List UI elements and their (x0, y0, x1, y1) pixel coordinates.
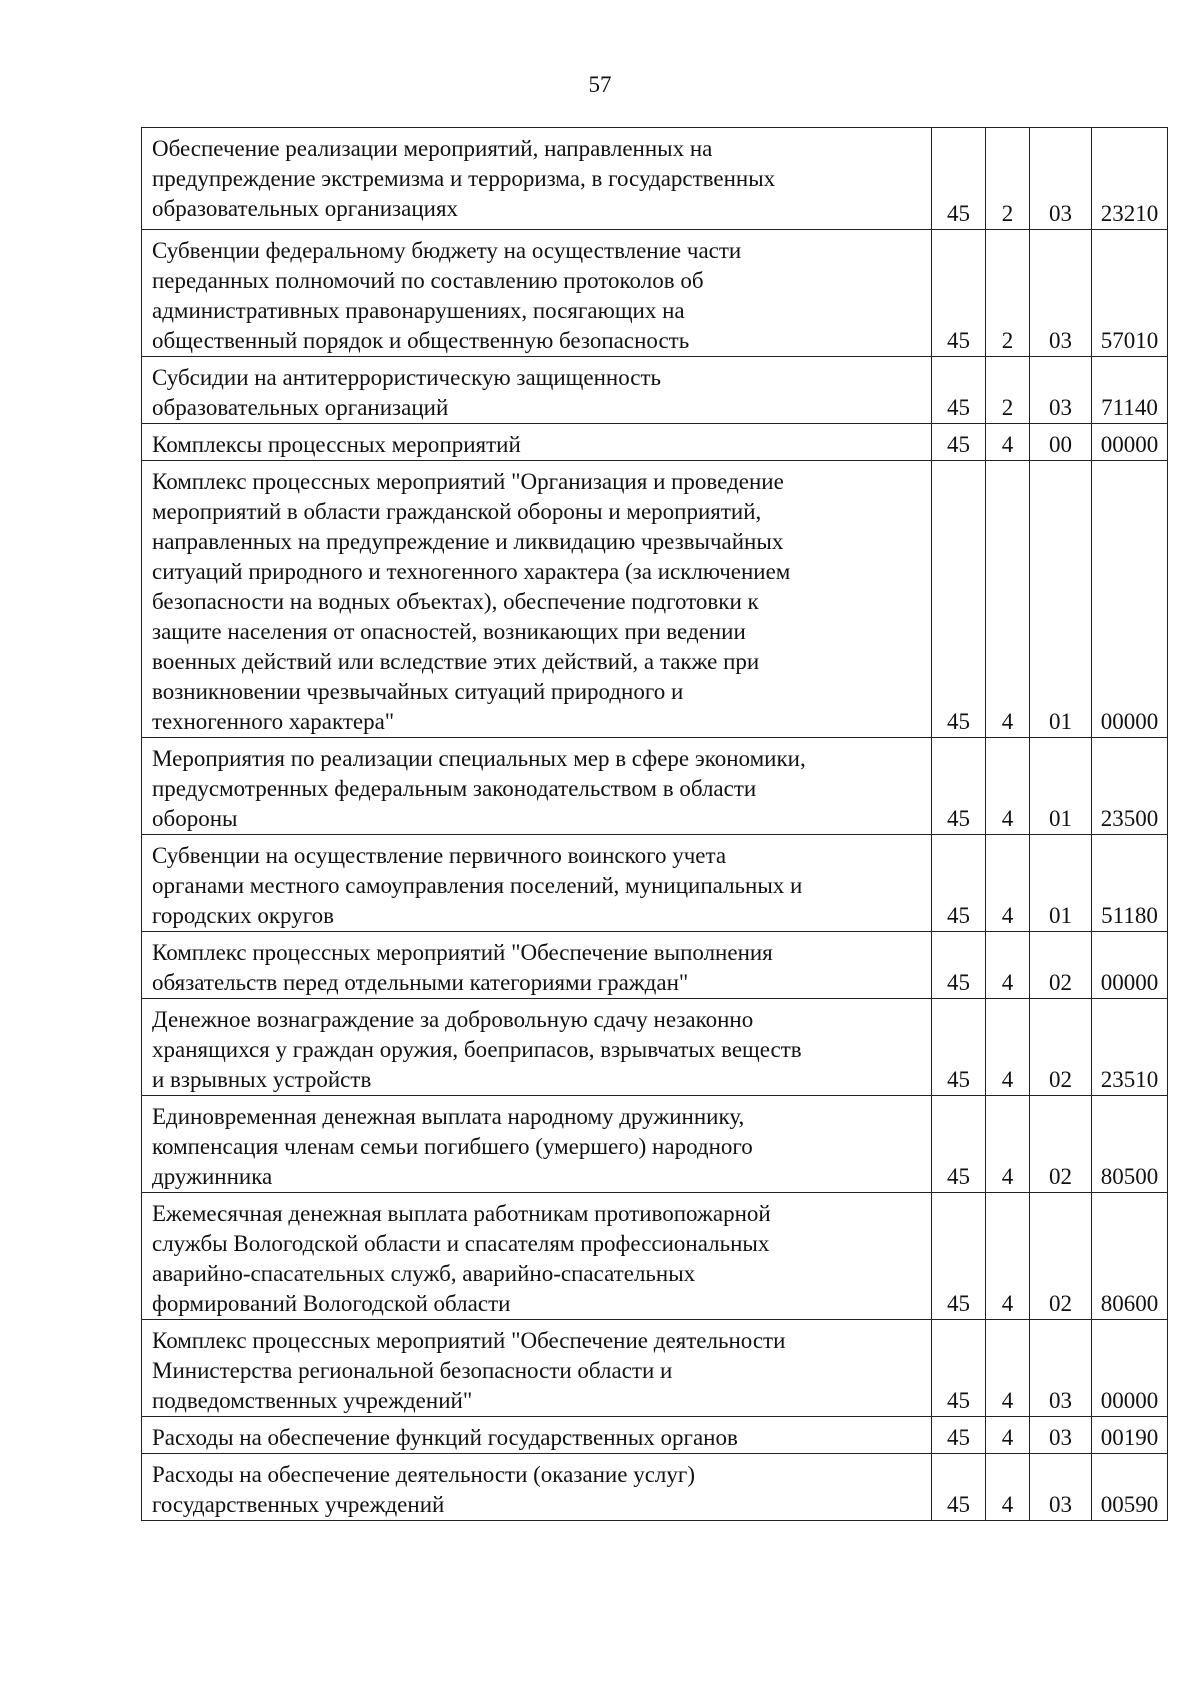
row-description (142, 738, 932, 835)
expense-direction-code: 23210 (1092, 128, 1168, 230)
program-code: 45 (932, 932, 986, 999)
expense-direction-code: 00000 (1092, 461, 1168, 738)
description-line: Единовременная денежная выплата народному дружиннику, (152, 1104, 745, 1129)
table-row (142, 424, 1168, 461)
row-description (142, 1193, 932, 1320)
page-number: 57 (588, 72, 612, 97)
table-row (142, 1320, 1168, 1417)
description-line: направленных на предупреждение и ликвидацию чрезвычайных (152, 529, 784, 554)
subprogram-code: 4 (986, 1096, 1030, 1193)
program-code: 45 (932, 1193, 986, 1320)
event-code: 02 (1030, 1096, 1092, 1193)
table-row (142, 1193, 1168, 1320)
description-line: военных действий или вследствие этих действий, а также при (152, 649, 760, 674)
program-code: 45 (932, 1417, 986, 1454)
description-line: защите населения от опасностей, возникающих при ведении (152, 619, 746, 644)
description-line: службы Вологодской области и спасателям профессиональных (152, 1231, 770, 1256)
description-line: Комплекс процессных мероприятий "Обеспечение выполнения (152, 940, 773, 965)
program-code: 45 (932, 128, 986, 230)
event-code: 03 (1030, 128, 1092, 230)
subprogram-code: 2 (986, 230, 1030, 357)
program-code: 45 (932, 1454, 986, 1521)
description-line: государственных учреждений (152, 1492, 445, 1517)
subprogram-code: 2 (986, 357, 1030, 424)
table-row (142, 835, 1168, 932)
description-line: Комплексы процессных мероприятий (152, 432, 521, 457)
description-line: общественный порядок и общественную безопасность (152, 328, 690, 353)
description-line: безопасности на водных объектах), обеспечение подготовки к (152, 589, 759, 614)
description-line: подведомственных учреждений" (152, 1388, 473, 1413)
row-description (142, 999, 932, 1096)
description-line: Обеспечение реализации мероприятий, направленных на (152, 136, 713, 161)
table-body (142, 128, 1168, 1521)
expense-direction-code: 71140 (1092, 357, 1168, 424)
event-code: 01 (1030, 738, 1092, 835)
subprogram-code: 4 (986, 424, 1030, 461)
table-row (142, 1417, 1168, 1454)
description-line: обороны (152, 806, 238, 831)
description-line: городских округов (152, 903, 334, 928)
expense-direction-code: 00000 (1092, 932, 1168, 999)
expense-direction-code: 23500 (1092, 738, 1168, 835)
description-line: Комплекс процессных мероприятий "Организация и проведение (152, 469, 784, 494)
description-line: мероприятий в области гражданской обороны и мероприятий, (152, 499, 762, 524)
subprogram-code: 4 (986, 999, 1030, 1096)
row-description (142, 1417, 932, 1454)
description-line: формирований Вологодской области (152, 1291, 511, 1316)
description-line: образовательных организациях (152, 196, 459, 221)
description-line: органами местного самоуправления поселений, муниципальных и (152, 873, 803, 898)
expense-direction-code: 80500 (1092, 1096, 1168, 1193)
expense-direction-code: 00000 (1092, 424, 1168, 461)
row-description (142, 932, 932, 999)
subprogram-code: 4 (986, 932, 1030, 999)
description-line: Комплекс процессных мероприятий "Обеспечение деятельности (152, 1328, 786, 1353)
expense-direction-code: 00590 (1092, 1454, 1168, 1521)
subprogram-code: 4 (986, 461, 1030, 738)
program-code: 45 (932, 1096, 986, 1193)
description-line: Ежемесячная денежная выплата работникам противопожарной (152, 1201, 771, 1226)
event-code: 02 (1030, 999, 1092, 1096)
description-line: ситуаций природного и техногенного характера (за исключением (152, 559, 791, 584)
event-code: 03 (1030, 230, 1092, 357)
program-code: 45 (932, 424, 986, 461)
subprogram-code: 4 (986, 738, 1030, 835)
expense-direction-code: 57010 (1092, 230, 1168, 357)
row-description (142, 357, 932, 424)
row-description (142, 1096, 932, 1193)
subprogram-code: 4 (986, 835, 1030, 932)
table-row (142, 357, 1168, 424)
row-description (142, 424, 932, 461)
event-code: 02 (1030, 1193, 1092, 1320)
table-row (142, 128, 1168, 230)
table-row (142, 738, 1168, 835)
table-row (142, 1096, 1168, 1193)
program-code: 45 (932, 230, 986, 357)
event-code: 01 (1030, 461, 1092, 738)
expense-direction-code: 00000 (1092, 1320, 1168, 1417)
event-code: 03 (1030, 1320, 1092, 1417)
table-row (142, 999, 1168, 1096)
program-code: 45 (932, 999, 986, 1096)
row-description (142, 128, 932, 230)
subprogram-code: 4 (986, 1454, 1030, 1521)
description-line: предупреждение экстремизма и терроризма, в государственных (152, 166, 776, 191)
description-line: аварийно-спасательных служб, аварийно-спасательных (152, 1261, 696, 1286)
table-row (142, 932, 1168, 999)
description-line: Денежное вознаграждение за добровольную сдачу незаконно (152, 1007, 754, 1032)
expense-direction-code: 00190 (1092, 1417, 1168, 1454)
table-row (142, 461, 1168, 738)
program-code: 45 (932, 835, 986, 932)
description-line: Расходы на обеспечение функций государственных органов (152, 1425, 738, 1450)
description-line: Субсидии на антитеррористическую защищенность (152, 365, 662, 390)
row-description (142, 1454, 932, 1521)
program-code: 45 (932, 738, 986, 835)
expense-direction-code: 51180 (1092, 835, 1168, 932)
subprogram-code: 2 (986, 128, 1030, 230)
description-line: административных правонарушениях, посягающих на (152, 298, 685, 323)
table-row (142, 1454, 1168, 1521)
event-code: 03 (1030, 357, 1092, 424)
description-line: дружинника (152, 1164, 273, 1189)
description-line: Мероприятия по реализации специальных мер в сфере экономики, (152, 746, 806, 771)
table-row (142, 230, 1168, 357)
description-line: образовательных организаций (152, 395, 449, 420)
description-line: хранящихся у граждан оружия, боеприпасов, взрывчатых веществ (152, 1037, 802, 1062)
subprogram-code: 4 (986, 1193, 1030, 1320)
event-code: 01 (1030, 835, 1092, 932)
row-description (142, 835, 932, 932)
description-line: предусмотренных федеральным законодательством в области (152, 776, 757, 801)
event-code: 03 (1030, 1417, 1092, 1454)
description-line: обязательств перед отдельными категориями граждан" (152, 970, 689, 995)
event-code: 03 (1030, 1454, 1092, 1521)
program-code: 45 (932, 357, 986, 424)
description-line: Субвенции федеральному бюджету на осуществление части (152, 238, 742, 263)
description-line: техногенного характера" (152, 709, 395, 734)
subprogram-code: 4 (986, 1417, 1030, 1454)
program-code: 45 (932, 1320, 986, 1417)
description-line: Расходы на обеспечение деятельности (оказание услуг) (152, 1462, 695, 1487)
description-line: компенсация членам семьи погибшего (умершего) народного (152, 1134, 753, 1159)
description-line: Министерства региональной безопасности области и (152, 1358, 673, 1383)
expense-direction-code: 23510 (1092, 999, 1168, 1096)
subprogram-code: 4 (986, 1320, 1030, 1417)
event-code: 00 (1030, 424, 1092, 461)
budget-classification-table (141, 127, 1168, 1521)
expense-direction-code: 80600 (1092, 1193, 1168, 1320)
row-description (142, 461, 932, 738)
description-line: возникновении чрезвычайных ситуаций природного и (152, 679, 684, 704)
description-line: и взрывных устройств (152, 1067, 372, 1092)
row-description (142, 230, 932, 357)
event-code: 02 (1030, 932, 1092, 999)
description-line: Субвенции на осуществление первичного воинского учета (152, 843, 727, 868)
program-code: 45 (932, 461, 986, 738)
row-description (142, 1320, 932, 1417)
description-line: переданных полномочий по составлению протоколов об (152, 268, 704, 293)
